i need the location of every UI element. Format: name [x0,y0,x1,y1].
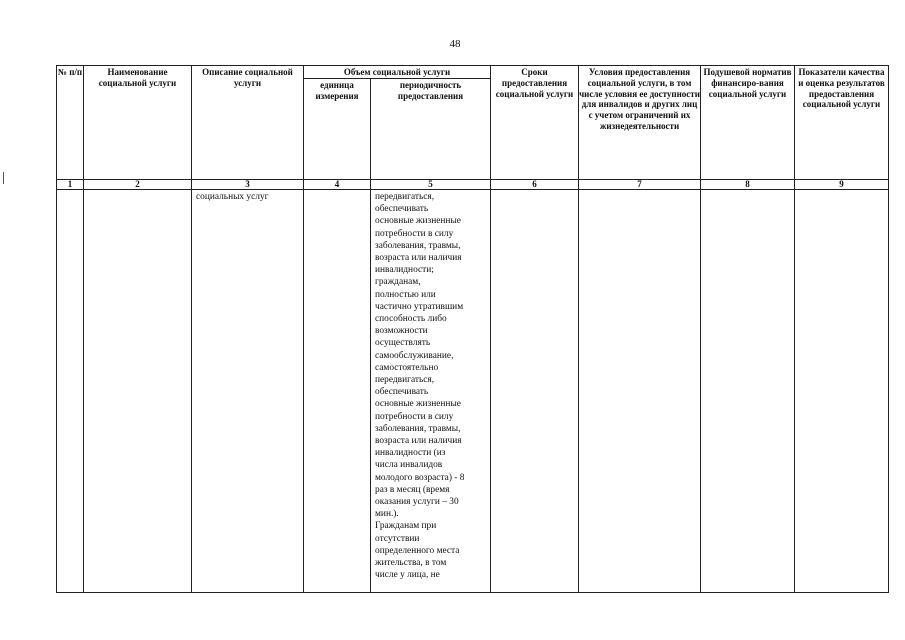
column-number: 7 [579,180,701,190]
periodicity-line: передвигаться, [375,375,435,386]
header-financing-standard: Подушевой норматив финансиро-вания социальной услуги [701,66,795,180]
column-number: 9 [795,180,889,190]
periodicity-line: основные жизненные [375,216,461,227]
periodicity-line: жительства, в том [375,558,447,569]
cell-unit [304,190,371,593]
column-number: 1 [57,180,84,190]
periodicity-line: способность либо [375,314,447,325]
page-number: 48 [449,38,461,50]
periodicity-line: определенного места [375,545,460,556]
column-number: 5 [371,180,491,190]
header-service-terms: Сроки предоставления социальной услуги [491,66,579,180]
periodicity-line: гражданам, [375,277,421,288]
cell-conditions [579,190,701,593]
header-service-conditions: Условия предоставления социальной услуги, в том числе условия ее доступности для инвалидов и других лиц с учетом ограничений их жизнедеятельности [579,66,701,180]
periodicity-line: полностью или [375,289,436,300]
column-number: 8 [701,180,795,190]
periodicity-line: отсутствии [375,533,420,544]
periodicity-text [371,190,490,582]
periodicity-line: числа инвалидов [375,460,443,471]
cell-service-description [192,190,304,593]
cell-terms [491,190,579,593]
page-edge-mark [3,172,4,184]
periodicity-line: возраста или наличия [375,253,462,264]
column-number: 6 [491,180,579,190]
periodicity-line: числе у лица, не [375,570,440,581]
periodicity-line: основные жизненные [375,399,461,410]
header-unit: единица измерения [304,78,371,179]
column-number: 4 [304,180,371,190]
header-service-name: Наименование социальной услуги [84,66,192,180]
periodicity-line: заболевания, травмы, [375,423,461,434]
periodicity-line: заболевания, травмы, [375,240,461,251]
cell-periodicity [371,190,491,593]
periodicity-line: инвалидности; [375,265,434,276]
column-number: 2 [84,180,192,190]
cell-financing [701,190,795,593]
periodicity-line: возможности [375,326,428,337]
header-service-description: Описание социальной услуги [192,66,304,180]
periodicity-line: раз в месяц (время [375,484,450,495]
description-text: социальных услуг [196,192,269,202]
periodicity-line: потребности в силу [375,411,454,422]
header-periodicity: периодичность предоставления [371,78,491,179]
column-number-row [57,180,889,190]
periodicity-line: возраста или наличия [375,436,462,447]
periodicity-line: самообслуживание, [375,350,454,361]
header-service-volume: Объем социальной услуги [304,66,491,79]
periodicity-line: самостоятельно [375,362,439,373]
periodicity-line: инвалидности (из [375,448,446,459]
periodicity-line: потребности в силу [375,228,454,239]
periodicity-line: частично утратившим [375,301,464,312]
periodicity-line: обеспечивать [375,387,429,398]
column-number: 3 [192,180,304,190]
header-quality-indicators: Показатели качества и оценка результатов предоставления социальной услуги [795,66,889,180]
cell-quality [795,190,889,593]
periodicity-line: осуществлять [375,338,431,349]
periodicity-line: передвигаться, [375,192,435,202]
cell-service-name [84,190,192,593]
header-row-top [57,66,889,79]
periodicity-line: обеспечивать [375,204,429,215]
periodicity-line: мин.). [375,509,399,520]
table-row [57,190,889,593]
cell-number [57,190,84,593]
periodicity-line: Гражданам при [375,521,437,532]
header-number: № п/п [57,66,84,180]
periodicity-line: оказания услуги – 30 [375,497,459,508]
services-table [56,65,889,593]
periodicity-line: молодого возраста) - 8 [375,472,465,483]
